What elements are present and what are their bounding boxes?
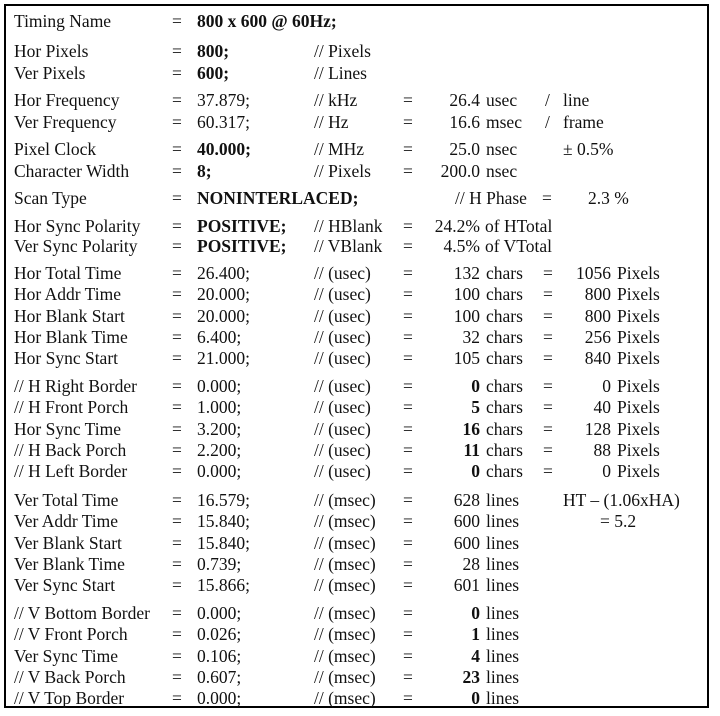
equals-sign: = bbox=[403, 111, 413, 132]
computed-unit: chars bbox=[486, 461, 523, 482]
equals-sign: = bbox=[403, 439, 413, 460]
computed-value: 26.4 bbox=[449, 90, 480, 110]
unit-comment: // (msec) bbox=[314, 666, 376, 687]
param-label: Scan Type bbox=[14, 188, 87, 208]
unit-comment: // (msec) bbox=[314, 688, 376, 709]
param-value: 6.400; bbox=[197, 326, 242, 347]
param-value: 0.000; bbox=[197, 603, 242, 623]
param-value: 20.000; bbox=[197, 284, 250, 305]
equals-sign: = bbox=[403, 645, 413, 666]
pixel-unit: Pixels bbox=[617, 418, 660, 439]
param-label: Ver Blank Start bbox=[14, 532, 122, 553]
computed-unit: chars bbox=[486, 284, 523, 305]
computed-unit: lines bbox=[486, 553, 520, 574]
computed-value: 0 bbox=[471, 603, 480, 623]
param-value: 3.200; bbox=[197, 418, 242, 439]
equals-sign: = bbox=[172, 284, 182, 305]
param-label: Ver Total Time bbox=[14, 490, 119, 510]
pixel-count: 0 bbox=[602, 461, 611, 482]
unit-comment: // (usec) bbox=[314, 461, 371, 482]
computed-value: 24.2% bbox=[434, 216, 480, 236]
phase-label: // H Phase bbox=[455, 188, 527, 208]
equals-sign: = bbox=[543, 263, 553, 283]
param-value: 15.866; bbox=[197, 575, 250, 596]
side-note: = 5.2 bbox=[600, 511, 637, 532]
computed-value: 16 bbox=[462, 418, 480, 439]
unit-comment: // (usec) bbox=[314, 376, 371, 396]
pixel-unit: Pixels bbox=[617, 263, 660, 283]
pixel-count: 0 bbox=[602, 376, 611, 396]
param-label: Hor Blank Start bbox=[14, 305, 125, 326]
equals-sign: = bbox=[543, 397, 553, 418]
unit-comment: // (msec) bbox=[314, 645, 376, 666]
computed-unit: lines bbox=[486, 624, 520, 645]
pixel-count: 88 bbox=[593, 439, 611, 460]
equals-sign: = bbox=[172, 160, 182, 181]
param-value: 37.879; bbox=[197, 90, 250, 110]
equals-sign: = bbox=[172, 624, 182, 645]
param-value: 0.000; bbox=[197, 461, 242, 482]
equals-sign: = bbox=[172, 235, 182, 256]
pixel-count: 40 bbox=[593, 397, 611, 418]
computed-unit: lines bbox=[486, 603, 520, 623]
computed-unit: lines bbox=[486, 511, 520, 532]
pixel-count: 1056 bbox=[576, 263, 611, 283]
param-value: 26.400; bbox=[197, 263, 250, 283]
unit-comment: // Lines bbox=[314, 62, 367, 83]
computed-unit: lines bbox=[486, 490, 520, 510]
equals-sign: = bbox=[172, 645, 182, 666]
param-label: Ver Blank Time bbox=[14, 553, 125, 574]
param-value: POSITIVE; bbox=[197, 235, 287, 256]
param-value: POSITIVE; bbox=[197, 216, 287, 236]
param-value: 8; bbox=[197, 160, 212, 181]
param-label: Hor Sync Time bbox=[14, 418, 121, 439]
computed-unit: chars bbox=[486, 305, 523, 326]
computed-unit: chars bbox=[486, 397, 523, 418]
equals-sign: = bbox=[172, 139, 182, 159]
equals-sign: = bbox=[403, 603, 413, 623]
equals-sign: = bbox=[403, 688, 413, 709]
param-label: Hor Blank Time bbox=[14, 326, 128, 347]
equals-sign: = bbox=[542, 188, 552, 208]
equals-sign: = bbox=[172, 439, 182, 460]
equals-sign: = bbox=[172, 348, 182, 369]
param-value: 0.106; bbox=[197, 645, 242, 666]
equals-sign: = bbox=[403, 90, 413, 110]
equals-sign: = bbox=[403, 575, 413, 596]
param-label: Character Width bbox=[14, 160, 130, 181]
param-label: // V Back Porch bbox=[14, 666, 126, 687]
param-label: // V Bottom Border bbox=[14, 603, 150, 623]
param-label: Hor Pixels bbox=[14, 41, 89, 61]
pixel-unit: Pixels bbox=[617, 397, 660, 418]
param-value: 600; bbox=[197, 62, 230, 83]
pixel-count: 128 bbox=[584, 418, 611, 439]
computed-unit: chars bbox=[486, 263, 523, 283]
param-label: Hor Total Time bbox=[14, 263, 122, 283]
per-unit: frame bbox=[563, 111, 604, 132]
computed-value: 16.6 bbox=[449, 111, 480, 132]
unit-comment: // (msec) bbox=[314, 511, 376, 532]
computed-value: 628 bbox=[453, 490, 480, 510]
equals-sign: = bbox=[172, 305, 182, 326]
pixel-unit: Pixels bbox=[617, 461, 660, 482]
equals-sign: = bbox=[172, 326, 182, 347]
computed-value: 200.0 bbox=[440, 160, 480, 181]
pixel-count: 256 bbox=[584, 326, 611, 347]
equals-sign: = bbox=[403, 397, 413, 418]
unit-comment: // VBlank bbox=[314, 235, 383, 256]
equals-sign: = bbox=[403, 418, 413, 439]
equals-sign: = bbox=[403, 326, 413, 347]
param-value: 0.000; bbox=[197, 376, 242, 396]
computed-unit: lines bbox=[486, 575, 520, 596]
equals-sign: = bbox=[172, 397, 182, 418]
unit-comment: // kHz bbox=[314, 90, 358, 110]
param-label: // V Front Porch bbox=[14, 624, 128, 645]
equals-sign: = bbox=[172, 461, 182, 482]
equals-sign: = bbox=[543, 439, 553, 460]
per-unit: line bbox=[563, 90, 590, 110]
unit-comment: // Pixels bbox=[314, 160, 371, 181]
equals-sign: = bbox=[403, 532, 413, 553]
equals-sign: = bbox=[403, 553, 413, 574]
equals-sign: = bbox=[403, 624, 413, 645]
equals-sign: = bbox=[543, 348, 553, 369]
computed-value: 4.5% bbox=[443, 235, 480, 256]
equals-sign: = bbox=[543, 284, 553, 305]
equals-sign: = bbox=[403, 305, 413, 326]
equals-sign: = bbox=[172, 376, 182, 396]
pixel-unit: Pixels bbox=[617, 326, 660, 347]
unit-comment: // (usec) bbox=[314, 263, 371, 283]
pixel-count: 840 bbox=[584, 348, 611, 369]
side-note: HT – (1.06xHA) bbox=[563, 490, 680, 510]
param-value: 0.607; bbox=[197, 666, 242, 687]
equals-sign: = bbox=[172, 41, 182, 61]
param-label: Hor Frequency bbox=[14, 90, 120, 110]
param-label: // H Front Porch bbox=[14, 397, 129, 418]
computed-value: 601 bbox=[453, 575, 480, 596]
equals-sign: = bbox=[172, 553, 182, 574]
equals-sign: = bbox=[172, 688, 182, 709]
equals-sign: = bbox=[403, 263, 413, 283]
computed-unit: nsec bbox=[486, 139, 518, 159]
computed-unit: usec bbox=[486, 90, 518, 110]
computed-unit: chars bbox=[486, 348, 523, 369]
equals-sign: = bbox=[172, 263, 182, 283]
param-label: // V Top Border bbox=[14, 688, 125, 709]
param-label: Ver Sync Start bbox=[14, 575, 116, 596]
param-label: Hor Sync Polarity bbox=[14, 216, 141, 236]
unit-comment: // (usec) bbox=[314, 284, 371, 305]
equals-sign: = bbox=[543, 326, 553, 347]
unit-comment: // MHz bbox=[314, 139, 365, 159]
unit-comment: // (msec) bbox=[314, 532, 376, 553]
param-label: Ver Sync Time bbox=[14, 645, 119, 666]
param-label: Ver Sync Polarity bbox=[14, 235, 138, 256]
computed-unit: of VTotal bbox=[485, 235, 552, 256]
computed-unit: lines bbox=[486, 645, 520, 666]
computed-value: 25.0 bbox=[449, 139, 480, 159]
equals-sign: = bbox=[172, 90, 182, 110]
computed-value: 105 bbox=[453, 348, 480, 369]
unit-comment: // (usec) bbox=[314, 418, 371, 439]
pixel-unit: Pixels bbox=[617, 439, 660, 460]
param-value: 60.317; bbox=[197, 111, 250, 132]
computed-value: 1 bbox=[471, 624, 480, 645]
computed-value: 0 bbox=[471, 461, 480, 482]
equals-sign: = bbox=[172, 603, 182, 623]
per-slash: / bbox=[545, 90, 550, 110]
equals-sign: = bbox=[172, 188, 182, 208]
computed-value: 28 bbox=[462, 553, 480, 574]
unit-comment: // Hz bbox=[314, 111, 349, 132]
computed-unit: of HTotal bbox=[485, 216, 553, 236]
equals-sign: = bbox=[403, 284, 413, 305]
param-value: 0.026; bbox=[197, 624, 242, 645]
pixel-count: 800 bbox=[584, 305, 611, 326]
equals-sign: = bbox=[172, 575, 182, 596]
unit-comment: // (usec) bbox=[314, 397, 371, 418]
equals-sign: = bbox=[403, 461, 413, 482]
param-label: // H Left Border bbox=[14, 461, 128, 482]
equals-sign: = bbox=[403, 666, 413, 687]
computed-value: 600 bbox=[453, 532, 480, 553]
param-value: 2.200; bbox=[197, 439, 242, 460]
computed-value: 11 bbox=[463, 439, 480, 460]
title-label: Timing Name bbox=[14, 11, 112, 31]
pixel-unit: Pixels bbox=[617, 284, 660, 305]
param-label: // H Back Porch bbox=[14, 439, 127, 460]
computed-value: 32 bbox=[462, 326, 480, 347]
computed-unit: chars bbox=[486, 418, 523, 439]
computed-value: 100 bbox=[453, 284, 480, 305]
param-value: 0.000; bbox=[197, 688, 242, 709]
unit-comment: // (usec) bbox=[314, 305, 371, 326]
computed-unit: chars bbox=[486, 439, 523, 460]
param-label: Hor Sync Start bbox=[14, 348, 119, 369]
param-value: 0.739; bbox=[197, 553, 242, 574]
equals-sign: = bbox=[403, 511, 413, 532]
param-value: 40.000; bbox=[197, 139, 251, 159]
computed-unit: msec bbox=[486, 111, 522, 132]
computed-unit: lines bbox=[486, 688, 520, 709]
param-value: 15.840; bbox=[197, 511, 250, 532]
unit-comment: // (msec) bbox=[314, 603, 376, 623]
title-equals: = bbox=[172, 11, 182, 31]
param-label: // H Right Border bbox=[14, 376, 137, 396]
unit-comment: // HBlank bbox=[314, 216, 383, 236]
timing-name-value: 800 x 600 @ 60Hz; bbox=[197, 11, 337, 31]
unit-comment: // (msec) bbox=[314, 624, 376, 645]
equals-sign: = bbox=[543, 461, 553, 482]
equals-sign: = bbox=[403, 235, 413, 256]
phase-value: 2.3 % bbox=[588, 188, 629, 208]
unit-comment: // Pixels bbox=[314, 41, 371, 61]
param-value: 800; bbox=[197, 41, 230, 61]
param-value: 15.840; bbox=[197, 532, 250, 553]
pixel-unit: Pixels bbox=[617, 376, 660, 396]
equals-sign: = bbox=[172, 490, 182, 510]
computed-value: 600 bbox=[453, 511, 480, 532]
equals-sign: = bbox=[403, 348, 413, 369]
computed-value: 23 bbox=[462, 666, 480, 687]
param-label: Ver Pixels bbox=[14, 62, 86, 83]
equals-sign: = bbox=[543, 376, 553, 396]
computed-value: 132 bbox=[453, 263, 480, 283]
tolerance-value: ± 0.5% bbox=[563, 139, 614, 159]
param-value: 20.000; bbox=[197, 305, 250, 326]
per-slash: / bbox=[545, 111, 550, 132]
param-label: Ver Addr Time bbox=[14, 511, 119, 532]
unit-comment: // (usec) bbox=[314, 348, 371, 369]
equals-sign: = bbox=[172, 511, 182, 532]
computed-value: 0 bbox=[471, 688, 480, 709]
equals-sign: = bbox=[172, 418, 182, 439]
equals-sign: = bbox=[172, 532, 182, 553]
pixel-count: 800 bbox=[584, 284, 611, 305]
computed-unit: chars bbox=[486, 326, 523, 347]
equals-sign: = bbox=[172, 111, 182, 132]
pixel-unit: Pixels bbox=[617, 348, 660, 369]
computed-value: 5 bbox=[471, 397, 480, 418]
computed-value: 100 bbox=[453, 305, 480, 326]
param-label: Pixel Clock bbox=[14, 139, 97, 159]
equals-sign: = bbox=[172, 216, 182, 236]
equals-sign: = bbox=[403, 490, 413, 510]
equals-sign: = bbox=[543, 418, 553, 439]
pixel-unit: Pixels bbox=[617, 305, 660, 326]
unit-comment: // (msec) bbox=[314, 490, 376, 510]
param-value: 16.579; bbox=[197, 490, 250, 510]
param-value: NONINTERLACED; bbox=[197, 188, 359, 208]
unit-comment: // (usec) bbox=[314, 326, 371, 347]
equals-sign: = bbox=[172, 666, 182, 687]
equals-sign: = bbox=[172, 62, 182, 83]
param-label: Hor Addr Time bbox=[14, 284, 121, 305]
computed-unit: lines bbox=[486, 532, 520, 553]
equals-sign: = bbox=[403, 160, 413, 181]
equals-sign: = bbox=[543, 305, 553, 326]
computed-value: 4 bbox=[471, 645, 480, 666]
computed-unit: lines bbox=[486, 666, 520, 687]
equals-sign: = bbox=[403, 139, 413, 159]
computed-unit: chars bbox=[486, 376, 523, 396]
unit-comment: // (msec) bbox=[314, 553, 376, 574]
computed-value: 0 bbox=[471, 376, 480, 396]
equals-sign: = bbox=[403, 216, 413, 236]
param-value: 21.000; bbox=[197, 348, 250, 369]
unit-comment: // (usec) bbox=[314, 439, 371, 460]
computed-unit: nsec bbox=[486, 160, 518, 181]
param-value: 1.000; bbox=[197, 397, 242, 418]
unit-comment: // (msec) bbox=[314, 575, 376, 596]
param-label: Ver Frequency bbox=[14, 111, 117, 132]
equals-sign: = bbox=[403, 376, 413, 396]
